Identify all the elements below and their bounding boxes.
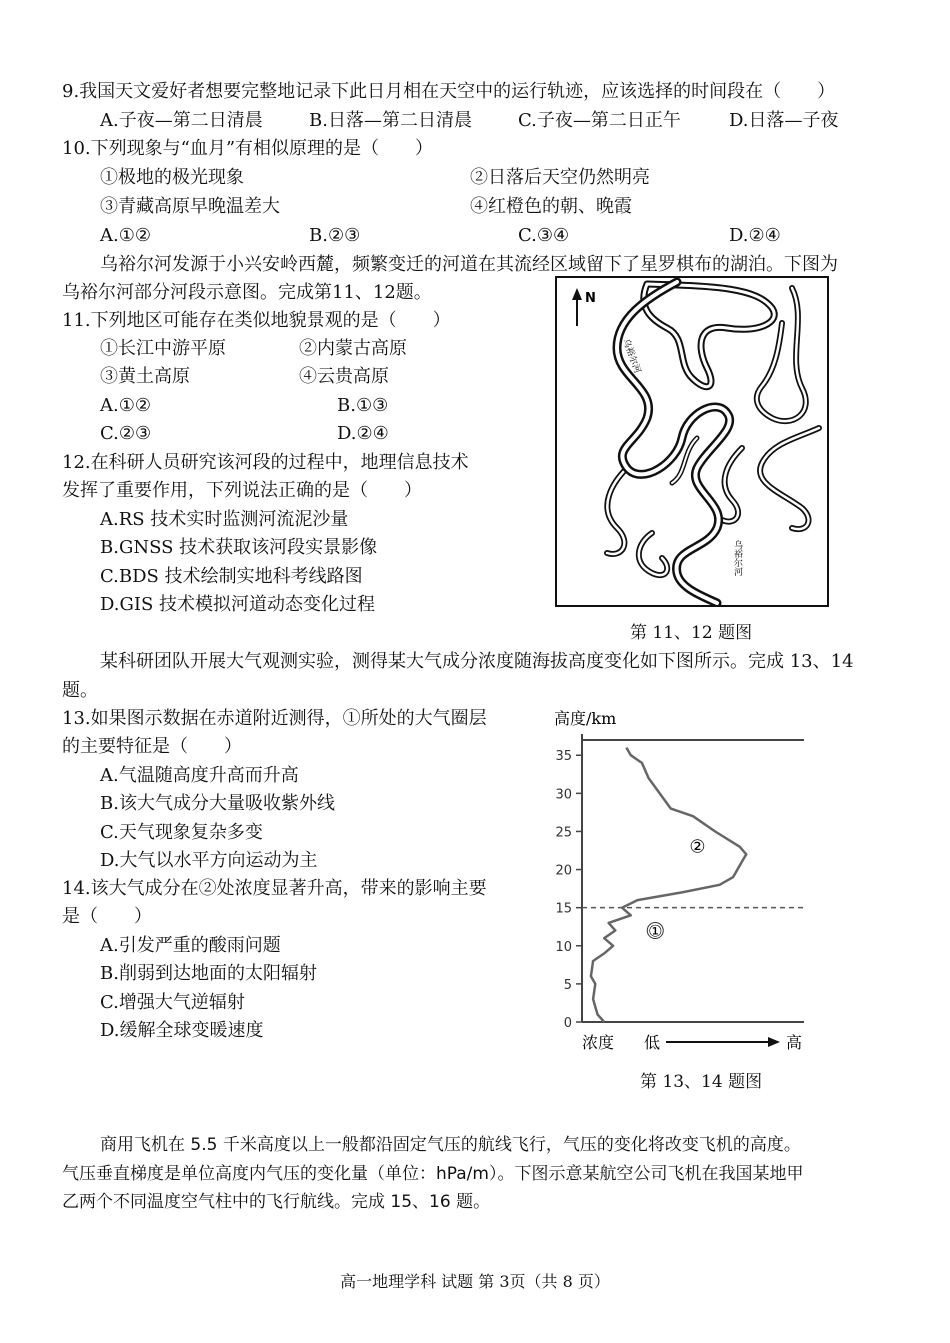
river-map	[555, 276, 829, 607]
y-tick-label: 0	[563, 1016, 572, 1031]
q10-stem: 10.下列现象与“血月”有相似原理的是（ ）	[62, 138, 434, 159]
q11-option-b: B.①③	[337, 395, 389, 416]
y-tick-label: 15	[555, 901, 572, 917]
region-1-label: ①	[648, 921, 663, 941]
q9-option-a: A.子夜—第二日清晨	[100, 110, 263, 131]
intro-11-12-line1: 乌裕尔河发源于小兴安岭西麓，频繁变迁的河道在其流经区域留下了星罗棋布的湖泊。下图为	[100, 254, 838, 275]
y-tick-label: 35	[555, 749, 572, 765]
intro-15-16-line3: 乙两个不同温度空气柱中的飞行航线。完成 15、16 题。	[62, 1192, 491, 1212]
q10-item-4: ④红橙色的朝、晚霞	[470, 196, 632, 217]
q13-stem-line1: 13.如果图示数据在赤道附近测得，①所处的大气圈层	[62, 708, 487, 729]
q14-option-c: C.增强大气逆辐射	[100, 992, 245, 1013]
q12-option-c: C.BDS 技术绘制实地科考线路图	[100, 566, 363, 587]
q10-item-3: ③青藏高原早晚温差大	[100, 196, 280, 217]
q10-option-a: A.①②	[100, 225, 151, 246]
intro-13-14-line2: 题。	[62, 680, 98, 701]
q14-stem-line1: 14.该大气成分在②处浓度显著升高，带来的影响主要	[62, 878, 487, 899]
y-tick-label: 20	[555, 863, 572, 879]
intro-15-16-line1: 商用飞机在 5.5 千米高度以上一般都沿固定气压的航线飞行，气压的变化将改变飞机的高度。	[100, 1135, 801, 1155]
q10-option-c: C.③④	[518, 225, 570, 246]
q14-option-a: A.引发严重的酸雨问题	[100, 935, 281, 956]
intro-15-16-line2: 气压垂直梯度是单位高度内气压的变化量（单位：hPa/m）。下图示意某航空公司飞机在我国某地甲	[62, 1164, 804, 1184]
x-direction-arrowhead-icon	[768, 1037, 780, 1047]
q11-item-1: ①长江中游平原	[100, 338, 226, 359]
q9-option-b: B.日落—第二日清晨	[309, 110, 472, 131]
q12-stem-line1: 12.在科研人员研究该河段的过程中，地理信息技术	[62, 452, 469, 473]
q12-option-d: D.GIS 技术模拟河道动态变化过程	[100, 594, 376, 615]
y-tick-label: 25	[555, 825, 572, 841]
q11-item-2: ②内蒙古高原	[299, 338, 407, 359]
page-footer: 高一地理学科 试题 第 3页（共 8 页）	[340, 1272, 610, 1291]
q11-item-4: ④云贵高原	[299, 366, 389, 387]
y-tick-label: 5	[563, 977, 572, 993]
q14-stem-line2: 是（ ）	[62, 906, 152, 927]
x-axis-low-label: 低	[644, 1033, 661, 1052]
q13-option-b: B.该大气成分大量吸收紫外线	[100, 793, 335, 814]
q14-option-b: B.削弱到达地面的太阳辐射	[100, 963, 317, 984]
q13-option-c: C.天气现象复杂多变	[100, 822, 263, 843]
concentration-line	[591, 748, 746, 1022]
q14-option-d: D.缓解全球变暖速度	[100, 1020, 264, 1041]
q9-stem: 9.我国天文爱好者想要完整地记录下此日月相在天空中的运行轨迹，应该选择的时间段在（ ）	[62, 81, 836, 102]
map-caption: 第 11、12 题图	[630, 623, 753, 643]
q13-stem-line2: 的主要特征是（ ）	[62, 736, 242, 757]
region-2-label: ②	[689, 836, 706, 858]
q10-option-d: D.②④	[729, 225, 781, 246]
intro-11-12-line2: 乌裕尔河部分河段示意图。完成第11、12题。	[62, 282, 432, 303]
q9-option-d: D.日落—子夜	[729, 110, 839, 131]
q10-option-b: B.②③	[309, 225, 361, 246]
intro-13-14-line1: 某科研团队开展大气观测实验，测得某大气成分浓度随海拔高度变化如下图所示。完成 13、14	[100, 651, 854, 672]
q11-item-3: ③黄土高原	[100, 366, 190, 387]
concentration-chart	[542, 700, 842, 1060]
x-axis-label: 浓度	[582, 1033, 615, 1052]
q11-stem: 11.下列地区可能存在类似地貌景观的是（ ）	[62, 310, 451, 331]
q10-item-2: ②日落后天空仍然明亮	[470, 167, 650, 188]
q13-option-d: D.大气以水平方向运动为主	[100, 850, 318, 871]
y-axis-label: 高度/km	[554, 709, 617, 728]
river-map-drawing	[557, 278, 827, 605]
north-label: N	[585, 291, 596, 306]
river-label-upper: 乌裕尔河	[620, 337, 642, 375]
q11-option-d: D.②④	[337, 423, 389, 444]
concentration-chart-svg	[542, 700, 842, 1060]
q11-option-c: C.②③	[100, 423, 152, 444]
river-label-lower: 乌裕尔河	[732, 540, 742, 576]
q9-option-c: C.子夜—第二日正午	[518, 110, 681, 131]
q12-option-b: B.GNSS 技术获取该河段实景影像	[100, 537, 378, 558]
q13-option-a: A.气温随高度升高而升高	[100, 765, 299, 786]
chart-caption: 第 13、14 题图	[640, 1072, 763, 1092]
q12-option-a: A.RS 技术实时监测河流泥沙量	[100, 509, 349, 530]
y-tick-label: 10	[555, 939, 572, 955]
q10-item-1: ①极地的极光现象	[100, 167, 244, 188]
x-axis-high-label: 高	[786, 1033, 803, 1052]
q11-option-a: A.①②	[100, 395, 151, 416]
q12-stem-line2: 发挥了重要作用，下列说法正确的是（ ）	[62, 480, 422, 501]
y-tick-label: 30	[555, 787, 572, 803]
